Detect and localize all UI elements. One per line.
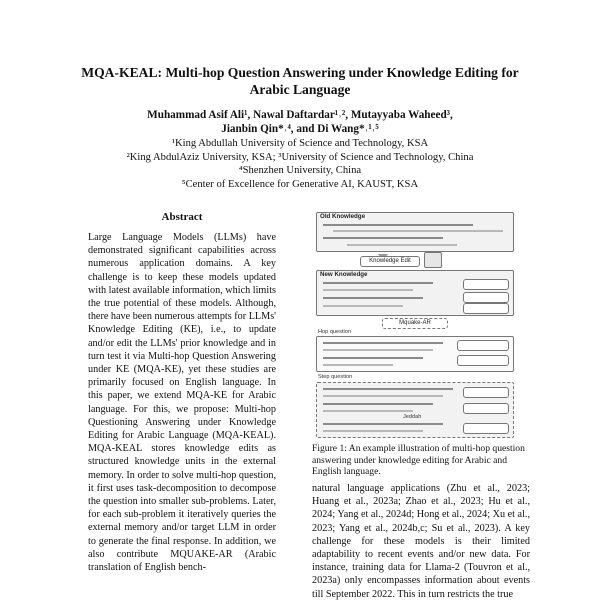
affiliation-2: ²King AbdulAziz University, KSA; ³University of Science and Technology, China <box>126 151 474 163</box>
abstract-heading: Abstract <box>161 211 203 223</box>
answer-label: Jeddah <box>403 414 422 420</box>
hop-answer-2 <box>457 355 509 366</box>
new-entity-3 <box>463 303 509 314</box>
new-entity-2 <box>463 292 509 303</box>
new-entity-1 <box>463 279 509 290</box>
hop-question-label: Hop question <box>318 329 351 335</box>
affiliations <box>40 137 560 192</box>
knowledge-edit-pill: Knowledge Edit <box>360 256 420 267</box>
figure-1 <box>312 208 518 440</box>
step-question-label: Step question <box>318 374 353 380</box>
old-knowledge-box <box>316 212 514 252</box>
hop-question-box <box>316 336 514 372</box>
edit-marker-box <box>424 252 442 268</box>
title-line-1: MQA-KEAL: Multi-hop Question Answering under Knowledge Editing for <box>81 65 519 80</box>
step-answer-3 <box>463 423 509 434</box>
figure-caption: Figure 1: An example illustration of multi-hop question answering under knowledge editing for Arabic and English language. <box>312 443 525 478</box>
hop-answer-1 <box>457 340 509 351</box>
authors-line-1: Muhammad Asif Ali¹, Nawal Daftardar¹˒², Mutayyaba Waheed³, <box>147 109 453 121</box>
step-answer-2 <box>463 403 509 414</box>
affiliation-4: ⁵Center of Excellence for Generative AI, KAUST, KSA <box>181 179 419 191</box>
mquake-ar-label: Mquake-AR <box>382 318 448 329</box>
old-knowledge-label: Old Knowledge <box>320 213 366 220</box>
affiliation-1: ¹King Abdullah University of Science and Technology, KSA <box>171 138 429 149</box>
authors-line-2: Jianbin Qin*˒⁴, and Di Wang*˒¹˒⁵ <box>221 123 379 135</box>
title-line-2: Arabic Language <box>249 82 351 97</box>
affiliation-3: ⁴Shenzhen University, China <box>238 165 362 177</box>
step-answer-1 <box>463 387 509 398</box>
new-knowledge-box <box>316 270 514 316</box>
abstract-text: Large Language Models (LLMs) have demonstrated significant capabilities across numerous application domains. A key challenge is to keep these models updated with latest available information, which limits the true potential of these models. Although, there have been numerous attempts for LLMs' Knowledge Editing (KE), i.e., to update and/or edit the LLMs' prior knowledge and in turn test it via Multi-hop Question Answering under KE (MQA-KE), yet these studies are primarily focused on English language. In this paper, we extend MQA-KE for Arabic language. For this, we propose: Multi-hop Questioning Answering under Knowledge Editing for Arabic Language (MQA-KEAL). MQA-KEAL stores knowledge edits as structured knowledge units in the external memory. In order to solve multi-hop question, it first uses task-decomposition to decompose the question into smaller sub-problems. Later, for each sub-problem it iteratively queries the external memory and/or target LLM in order to generate the final response. In addition, we also contribute MQUAKE-AR (Arabic translation of English bench- <box>88 232 276 574</box>
author-list <box>40 108 560 136</box>
body-paragraph: natural language applications (Zhu et al., 2023; Huang et al., 2023a; Zhao et al., 2023; Hu et al., 2024; Yang et al., 2024d; Hong et al., 2024; Xu et al., 2023; Yang et al., 2024b,c; Su et al., 2023). A key challenge for these models is their limited adaptability to recent events and/or new data. For instance, training data for Llama-2 (Touvron et al., 2023a) only encompasses information about events till September 2022. This in turn restricts the true <box>312 483 530 600</box>
paper-title <box>40 64 560 98</box>
new-knowledge-label: New Knowledge <box>320 271 368 278</box>
step-question-box <box>316 382 514 438</box>
